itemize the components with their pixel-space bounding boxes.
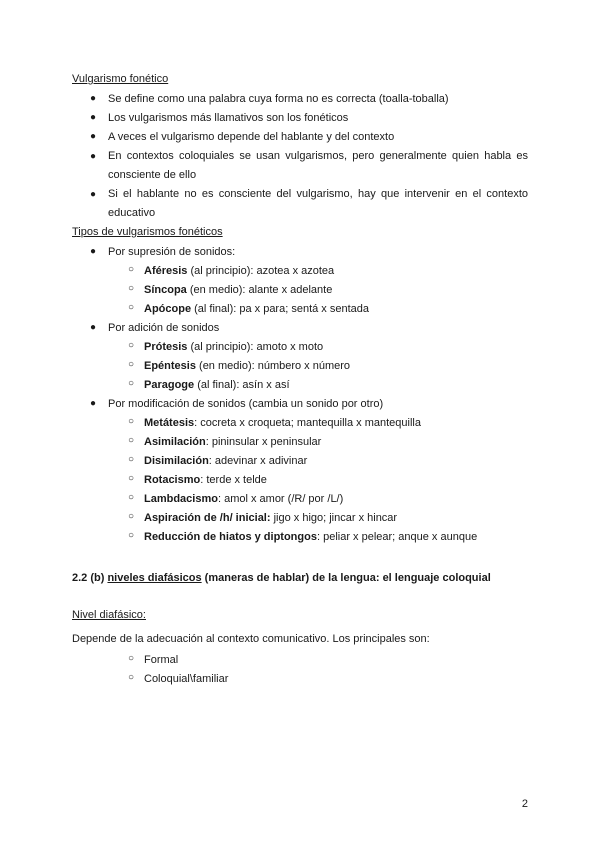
bullet-icon: ● xyxy=(90,93,97,104)
page-number: 2 xyxy=(521,798,528,810)
bullet-icon: ● xyxy=(90,398,97,409)
circle-bullet-icon: ○ xyxy=(128,283,135,294)
circle-bullet-icon: ○ xyxy=(128,672,135,683)
circle-bullet-icon: ○ xyxy=(128,492,135,503)
bullet-icon: ● xyxy=(90,246,97,257)
section-heading-niveles: 2.2 (b) niveles diafásicos (maneras de hablar) de la lengua: el lenguaje coloquial xyxy=(72,572,491,584)
subtitle-nivel-diafasico: Nivel diafásico: xyxy=(72,609,146,621)
bullet-icon: ● xyxy=(90,131,97,142)
circle-bullet-icon: ○ xyxy=(128,653,135,664)
circle-bullet-icon: ○ xyxy=(128,264,135,275)
list-item: ● Si el hablante no es consciente del vulgarismo, hay que intervenir en el contexto educativo xyxy=(108,185,528,223)
circle-bullet-icon: ○ xyxy=(128,302,135,313)
bullet-icon: ● xyxy=(90,151,97,162)
list-item: ● En contextos coloquiales se usan vulgarismos, pero generalmente quien habla es consciente de ello xyxy=(108,147,528,185)
bullet-icon: ● xyxy=(90,322,97,333)
circle-bullet-icon: ○ xyxy=(128,416,135,427)
circle-bullet-icon: ○ xyxy=(128,435,135,446)
bullet-icon: ● xyxy=(90,189,97,200)
document-page: Vulgarismo fonético ● Se define como una palabra cuya forma no es correcta (toalla-toballa) ● Los vulgarismos más llamativos son los fonéticos ● A veces el vulgarismo depende del hablante y del contexto ● En contextos coloquiales se usan vulgarismos, pero generalmente quien habla es consciente de ello ● Si el hablante no es consciente del vulgarismo, hay que intervenir en el contexto educativo Tipos de vulgarismos fonéticos ● Por supresión de sonidos: ○ Aféresis (al principio): azotea x azotea ○ Síncopa (en medio): alante x adelante ○ Apócope (al final): pa x para; sentá x sentada ● Por adición de sonidos ○ Prótesis (al principio): amoto x moto ○ Epéntesis (en medio): númbero x número ○ Paragoge (al final): asín x así ● Por modificación de sonidos (cambia un sonido por otro) ○ Metátesis: cocreta x croqueta; mantequilla x mantequilla ○ Asimilación: pininsular x peninsular ○ Disimilación: adevinar x adivinar ○ Rotacismo: terde x telde ○ Lambdacismo: amol x amor (/R/ por /L/) ○ Aspiración de /h/ inicial: jigo x higo; jincar x hincar ○ Reducción de hiatos y diptongos: peliar x pelear; anque x aunque 2.2 (b) niveles diafásicos (maneras de hablar) de la lengua: el lenguaje coloquial Nivel diafásico: Depende de la adecuación al contexto comunicativo. Los principales son: ○ Formal ○ Coloquial\familiar 2 xyxy=(72,73,528,810)
circle-bullet-icon: ○ xyxy=(128,340,135,351)
circle-bullet-icon: ○ xyxy=(128,378,135,389)
circle-bullet-icon: ○ xyxy=(128,359,135,370)
circle-bullet-icon: ○ xyxy=(128,530,135,541)
circle-bullet-icon: ○ xyxy=(128,473,135,484)
section-title-tipos: Tipos de vulgarismos fonéticos xyxy=(72,226,223,238)
section-title-vulgarismo: Vulgarismo fonético xyxy=(72,73,169,85)
bullet-icon: ● xyxy=(90,112,97,123)
circle-bullet-icon: ○ xyxy=(128,511,135,522)
circle-bullet-icon: ○ xyxy=(128,454,135,465)
intro-paragraph: Depende de la adecuación al contexto comunicativo. Los principales son: xyxy=(72,633,430,645)
